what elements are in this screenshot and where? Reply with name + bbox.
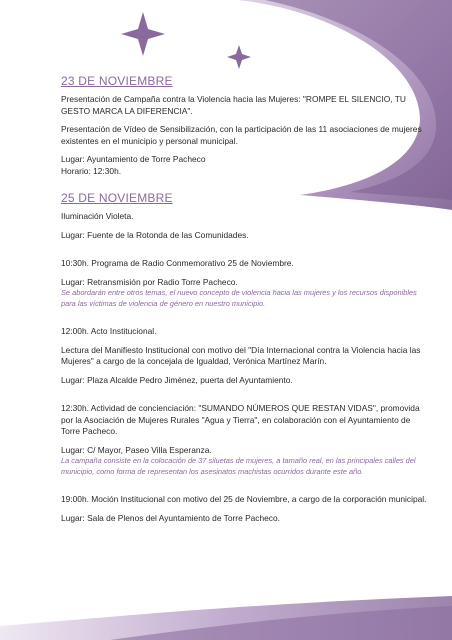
event-block bbox=[61, 326, 431, 386]
event-block bbox=[61, 494, 431, 524]
location: Lugar: Ayuntamiento de Torre Pacheco bbox=[61, 154, 206, 164]
event-location: Lugar: Fuente de la Rotonda de las Comunidades. bbox=[61, 229, 249, 240]
event-title: 12:30h. Actividad de concienciación: "SUMANDO NÚMEROS QUE RESTAN VIDAS", promovida por la Asociación de Mujeres Rurales "Agua y Tierra", en colaboración con el Ayuntamiento de Torre Pacheco. bbox=[61, 403, 420, 436]
program-content bbox=[61, 74, 431, 531]
event-title: 12:00h. Acto Institucional. bbox=[61, 326, 157, 336]
event-title: 10:30h. Programa de Radio Conmemorativo 25 de Noviembre. bbox=[61, 258, 294, 268]
event-location: Lugar: Sala de Plenos del Ayuntamiento de Torre Pacheco. bbox=[61, 512, 280, 523]
event-block bbox=[61, 258, 431, 309]
event-note: La campaña consiste en la colocación de 37 siluetas de mujeres, a tamaño real, en las principales calles del municipio, como forma de representan los asesinatos machistas ocurridos durante este año. bbox=[61, 456, 416, 476]
event-location: Lugar: Plaza Alcalde Pedro Jiménez, puerta del Ayuntamiento. bbox=[61, 374, 293, 385]
event-title: 19:00h. Moción Institucional con motivo del 25 de Noviembre, a cargo de la corporación municipal. bbox=[61, 494, 427, 504]
section-25-noviembre bbox=[61, 191, 431, 524]
event-location: Lugar: Retransmisión por Radio Torre Pacheco. bbox=[61, 276, 238, 287]
section-date: 25 DE NOVIEMBRE bbox=[61, 191, 173, 205]
campaign-presentation: Presentación de Campaña contra la Violencia hacia las Mujeres: "ROMPE EL SILENCIO, TU GESTO MARCA LA DIFERENCIA". bbox=[61, 94, 406, 116]
event-description: Lectura del Manifiesto Institucional con motivo del "Día Internacional contra la Violencia hacia las Mujeres" a cargo de la concejala de Igualdad, Verónica Martínez Marín. bbox=[61, 344, 421, 366]
section-23-noviembre bbox=[61, 74, 431, 177]
video-presentation: Presentación de Vídeo de Sensibilización, con la participación de las 11 asociaciones de mujeres existentes en el municipio y personal municipal. bbox=[61, 124, 422, 146]
schedule: Horario: 12:30h. bbox=[61, 165, 122, 176]
event-block bbox=[61, 403, 431, 477]
event-block bbox=[61, 211, 431, 241]
sparkle-star-icon bbox=[227, 45, 251, 69]
section-date: 23 DE NOVIEMBRE bbox=[61, 74, 173, 88]
event-location: Lugar: C/ Mayor, Paseo Villa Esperanza. bbox=[61, 444, 212, 455]
sparkle-star-icon bbox=[121, 12, 165, 56]
event-title: Iluminación Violeta. bbox=[61, 211, 134, 221]
event-note: Se abordarán entre otros temas, el nuevo concepto de violencia hacia las mujeres y los recursos disponibles para las víctimas de violencia de género en nuestro municipio. bbox=[61, 288, 417, 308]
